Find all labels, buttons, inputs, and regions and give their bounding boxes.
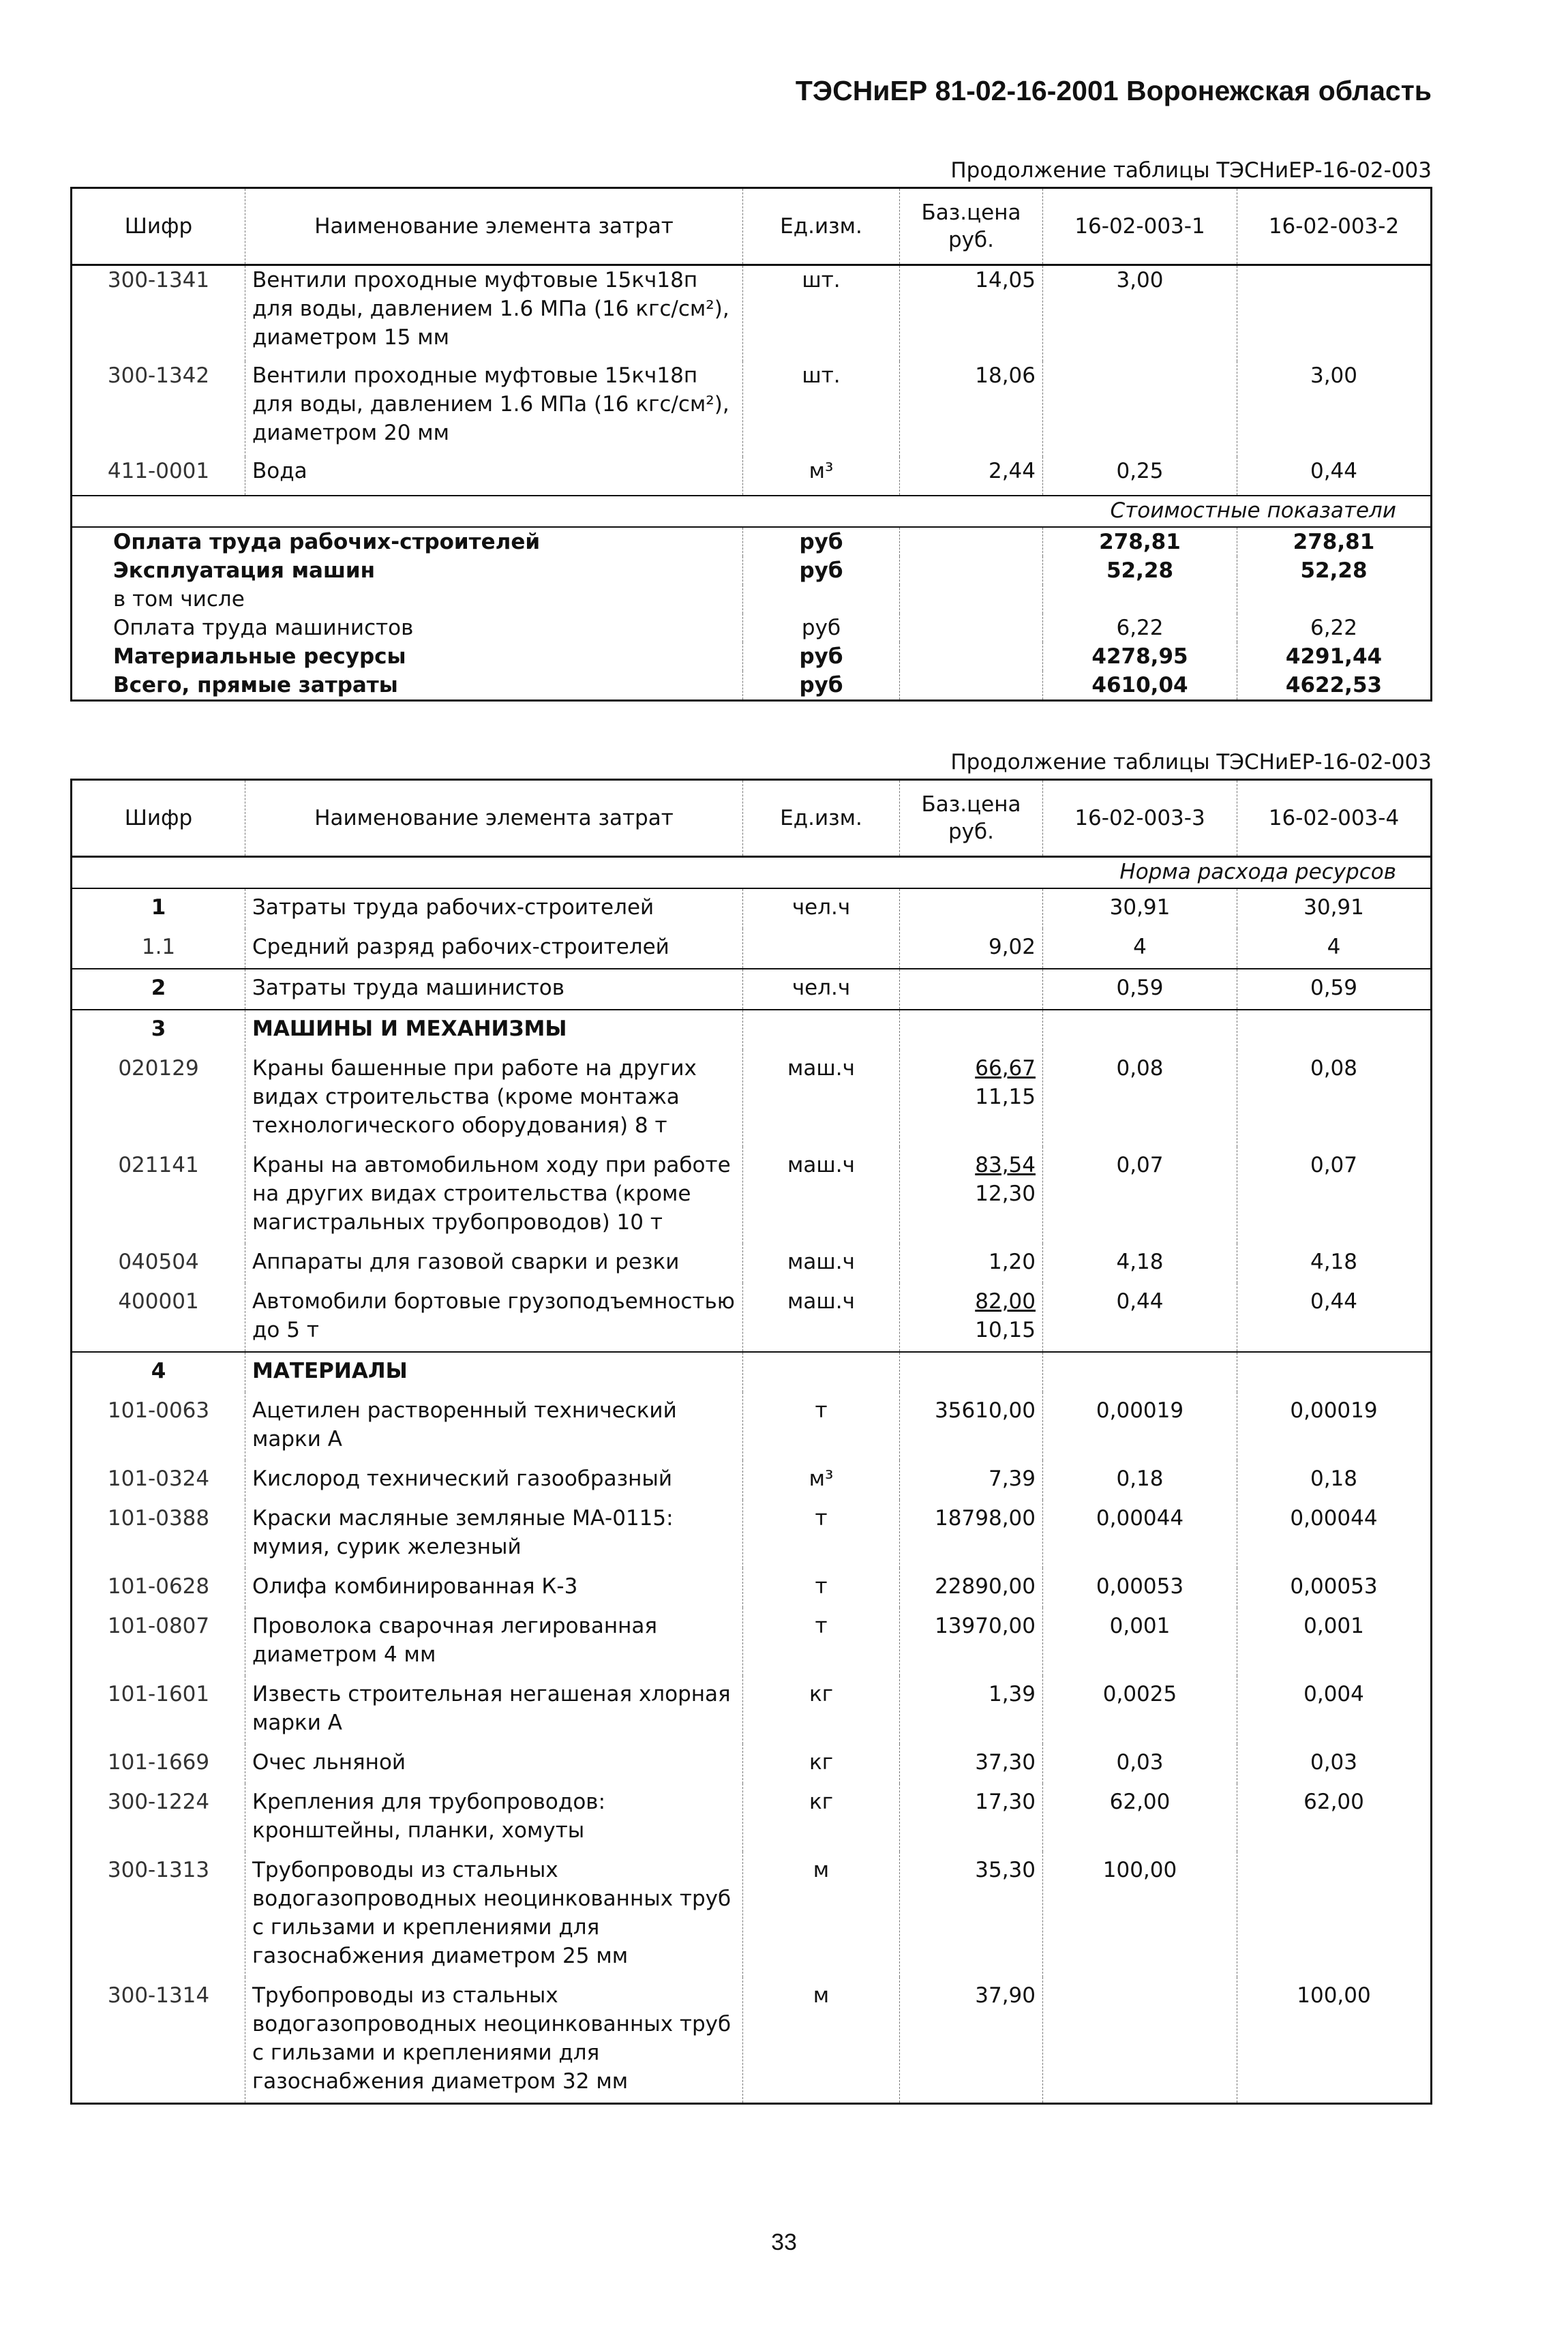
summary-row — [72, 671, 1432, 701]
document-header: ТЭСНиЕР 81-02-16-2001 Воронежская область — [795, 75, 1432, 106]
column-header-unit: Ед.изм. — [743, 780, 900, 857]
summary-value-1: 6,22 — [1043, 614, 1237, 642]
resource-name: Трубопроводы из стальных водогазопроводных неоцинкованных труб с гильзами и креплениями для газоснабжения диаметром 25 мм — [245, 1852, 743, 1977]
resource-name: Вентили проходные муфтовые 15кч18п для воды, давлением 1.6 МПа (16 кгс/см²), диаметром 15 мм — [245, 265, 743, 362]
unit: маш.ч — [743, 1244, 900, 1283]
table-row — [72, 1608, 1432, 1676]
unit: маш.ч — [743, 1147, 900, 1244]
norm-value-4: 0,004 — [1237, 1676, 1432, 1744]
base-price: 37,30 — [900, 1744, 1043, 1783]
resource-code: 300-1314 — [107, 1983, 210, 2008]
base-price: 7,39 — [900, 1460, 1043, 1500]
table-row — [72, 1744, 1432, 1783]
base-price — [900, 888, 1043, 929]
table-row — [72, 1392, 1432, 1460]
norm-value-3: 0,00053 — [1043, 1568, 1237, 1608]
unit: т — [743, 1608, 900, 1676]
unit: руб — [743, 614, 900, 642]
base-price — [900, 1147, 1043, 1244]
norm-value-4: 0,03 — [1237, 1744, 1432, 1783]
table-row — [72, 1977, 1432, 2104]
resource-code: 021141 — [118, 1153, 199, 1177]
norm-value-4: 0,00053 — [1237, 1568, 1432, 1608]
resource-code: 300-1313 — [107, 1858, 210, 1882]
base-price — [900, 1010, 1043, 1050]
base-price: 9,02 — [900, 929, 1043, 969]
resource-name: Краски масляные земляные МА-0115: мумия, сурик железный — [245, 1500, 743, 1568]
base-price: 1,39 — [900, 1676, 1043, 1744]
unit — [743, 585, 900, 614]
table-row — [72, 969, 1432, 1010]
norm-value-3: 4,18 — [1043, 1244, 1237, 1283]
unit: чел.ч — [743, 969, 900, 1010]
base-price: 35610,00 — [900, 1392, 1043, 1460]
resource-name: Олифа комбинированная К-3 — [245, 1568, 743, 1608]
summary-name: Оплата труда рабочих-строителей — [113, 530, 541, 554]
summary-value-1: 52,28 — [1043, 556, 1237, 585]
norm-value-3 — [1043, 1352, 1237, 1392]
unit: м — [743, 1977, 900, 2104]
table1-caption: Продолжение таблицы ТЭСНиЕР-16-02-003 — [950, 158, 1432, 183]
table-row — [72, 1783, 1432, 1852]
resource-code: 101-1601 — [107, 1682, 210, 1706]
norm-value-3: 0,44 — [1043, 1283, 1237, 1352]
column-header-price: Баз.цена руб. — [900, 780, 1043, 857]
summary-row — [72, 642, 1432, 671]
norm-value-4: 4 — [1237, 929, 1432, 969]
table-row — [72, 888, 1432, 929]
norm-value-4: 0,44 — [1237, 1283, 1432, 1352]
summary-row — [72, 614, 1432, 642]
table-row — [72, 1500, 1432, 1568]
base-price: 18,06 — [900, 361, 1043, 457]
norm-value-3: 0,001 — [1043, 1608, 1237, 1676]
resource-name: Вентили проходные муфтовые 15кч18п для воды, давлением 1.6 МПа (16 кгс/см²), диаметром 20 мм — [245, 361, 743, 457]
norm-value-2 — [1237, 265, 1432, 362]
summary-row — [72, 527, 1432, 556]
resource-code: 1 — [151, 895, 166, 920]
unit: руб — [743, 642, 900, 671]
unit: кг — [743, 1676, 900, 1744]
section-row — [72, 857, 1432, 889]
base-price: 37,90 — [900, 1977, 1043, 2104]
base-price: 17,30 — [900, 1783, 1043, 1852]
resource-name: МАТЕРИАЛЫ — [245, 1352, 743, 1392]
summary-name: в том числе — [113, 587, 245, 612]
norm-value-3: 30,91 — [1043, 888, 1237, 929]
norm-value-4: 62,00 — [1237, 1783, 1432, 1852]
table-row — [72, 265, 1432, 362]
resource-code: 040504 — [118, 1250, 199, 1274]
resource-code: 101-0324 — [107, 1466, 210, 1491]
base-price: 1,20 — [900, 1244, 1043, 1283]
unit: м — [743, 1852, 900, 1977]
base-price — [900, 671, 1043, 701]
unit: шт. — [743, 361, 900, 457]
norm-value-3: 4 — [1043, 929, 1237, 969]
resource-table-1 — [70, 187, 1432, 702]
base-price — [900, 642, 1043, 671]
resource-code: 101-0388 — [107, 1506, 210, 1531]
resource-name: Затраты труда рабочих-строителей — [245, 888, 743, 929]
resource-name: Проволока сварочная легированная диаметром 4 мм — [245, 1608, 743, 1676]
resource-name: Очес льняной — [245, 1744, 743, 1783]
unit: кг — [743, 1783, 900, 1852]
base-price: 35,30 — [900, 1852, 1043, 1977]
resource-name: Средний разряд рабочих-строителей — [245, 929, 743, 969]
column-header-unit: Ед.изм. — [743, 188, 900, 265]
base-price-total: 83,54 — [975, 1153, 1036, 1177]
unit: т — [743, 1568, 900, 1608]
norm-value-4: 0,00044 — [1237, 1500, 1432, 1568]
summary-name: Материальные ресурсы — [113, 644, 406, 669]
norm-value-4 — [1237, 1352, 1432, 1392]
unit: маш.ч — [743, 1050, 900, 1147]
unit: м³ — [743, 1460, 900, 1500]
unit: руб — [743, 556, 900, 585]
resource-table-2 — [70, 779, 1432, 2105]
summary-name: Всего, прямые затраты — [113, 673, 398, 697]
table-row — [72, 929, 1432, 969]
base-price-wages: 11,15 — [975, 1085, 1036, 1109]
resource-code: 400001 — [118, 1289, 199, 1314]
resource-code: 020129 — [118, 1056, 199, 1081]
base-price — [900, 1283, 1043, 1352]
unit — [743, 1010, 900, 1050]
summary-name: Эксплуатация машин — [113, 558, 376, 583]
base-price-total: 66,67 — [975, 1056, 1036, 1081]
column-header-norm-1: 16-02-003-1 — [1043, 188, 1237, 265]
norm-value-1: 0,25 — [1043, 457, 1237, 496]
norm-value-3: 0,00044 — [1043, 1500, 1237, 1568]
unit: т — [743, 1500, 900, 1568]
summary-name: Оплата труда машинистов — [113, 616, 414, 640]
norm-value-2: 3,00 — [1237, 361, 1432, 457]
resource-code: 101-0628 — [107, 1574, 210, 1599]
column-header-name: Наименование элемента затрат — [245, 188, 743, 265]
unit: руб — [743, 671, 900, 701]
table-row — [72, 1147, 1432, 1244]
resource-code: 300-1341 — [107, 268, 210, 292]
resource-name: Крепления для трубопроводов: кронштейны, планки, хомуты — [245, 1783, 743, 1852]
norm-value-3: 0,59 — [1043, 969, 1237, 1010]
norm-value-4: 4,18 — [1237, 1244, 1432, 1283]
resource-code: 2 — [72, 969, 245, 1010]
summary-value-1: 4610,04 — [1043, 671, 1237, 701]
norm-value-3: 0,0025 — [1043, 1676, 1237, 1744]
norm-value-3: 0,00019 — [1043, 1392, 1237, 1460]
summary-value-2: 4291,44 — [1237, 642, 1432, 671]
resource-code: 300-1224 — [107, 1790, 210, 1814]
column-header-norm-4: 16-02-003-4 — [1237, 780, 1432, 857]
base-price-total: 82,00 — [975, 1289, 1036, 1314]
unit: м³ — [743, 457, 900, 496]
summary-value-2: 6,22 — [1237, 614, 1432, 642]
table-row — [72, 1676, 1432, 1744]
base-price: 22890,00 — [900, 1568, 1043, 1608]
section-heading-row — [72, 1352, 1432, 1392]
summary-value-2: 4622,53 — [1237, 671, 1432, 701]
column-header-price: Баз.цена руб. — [900, 188, 1043, 265]
table-row — [72, 1460, 1432, 1500]
norm-value-1: 3,00 — [1043, 265, 1237, 362]
column-header-code: Шифр — [72, 188, 245, 265]
base-price: 2,44 — [900, 457, 1043, 496]
norm-value-3: 0,03 — [1043, 1744, 1237, 1783]
resource-code: 101-0807 — [107, 1614, 210, 1638]
summary-value-2 — [1237, 585, 1432, 614]
table-row — [72, 457, 1432, 496]
section-row — [72, 496, 1432, 527]
table-row — [72, 1244, 1432, 1283]
table-row — [72, 1852, 1432, 1977]
base-price: 18798,00 — [900, 1500, 1043, 1568]
resource-name: Затраты труда машинистов — [245, 969, 743, 1010]
resource-code: 101-0063 — [107, 1398, 210, 1423]
unit: т — [743, 1392, 900, 1460]
base-price — [900, 614, 1043, 642]
resource-name: Известь строительная негашеная хлорная марки А — [245, 1676, 743, 1744]
column-header-norm-2: 16-02-003-2 — [1237, 188, 1432, 265]
base-price — [900, 969, 1043, 1010]
resource-code: 1.1 — [141, 935, 176, 959]
resource-code: 101-1669 — [107, 1750, 210, 1775]
norm-value-3: 0,08 — [1043, 1050, 1237, 1147]
summary-value-1: 278,81 — [1043, 527, 1237, 556]
table2-caption: Продолжение таблицы ТЭСНиЕР-16-02-003 — [950, 750, 1432, 774]
summary-row — [72, 585, 1432, 614]
section-label: Норма расхода ресурсов — [72, 857, 1432, 889]
resource-name: Ацетилен растворенный технический марки А — [245, 1392, 743, 1460]
norm-value-4: 0,08 — [1237, 1050, 1432, 1147]
unit — [743, 929, 900, 969]
unit: кг — [743, 1744, 900, 1783]
table-row — [72, 1050, 1432, 1147]
base-price — [900, 556, 1043, 585]
summary-value-2: 278,81 — [1237, 527, 1432, 556]
column-header-name: Наименование элемента затрат — [245, 780, 743, 857]
base-price — [900, 585, 1043, 614]
base-price: 14,05 — [900, 265, 1043, 362]
resource-name: Аппараты для газовой сварки и резки — [245, 1244, 743, 1283]
resource-name: Краны на автомобильном ходу при работе на других видах строительства (кроме магистральных трубопроводов) 10 т — [245, 1147, 743, 1244]
norm-value-2: 0,44 — [1237, 457, 1432, 496]
unit: маш.ч — [743, 1283, 900, 1352]
resource-name: Краны башенные при работе на других видах строительства (кроме монтажа технологического оборудования) 8 т — [245, 1050, 743, 1147]
base-price-wages: 12,30 — [975, 1181, 1036, 1206]
norm-value-3 — [1043, 1977, 1237, 2104]
unit: руб — [743, 527, 900, 556]
base-price-wages: 10,15 — [975, 1318, 1036, 1342]
table-row — [72, 1568, 1432, 1608]
norm-value-4 — [1237, 1010, 1432, 1050]
base-price — [900, 527, 1043, 556]
norm-value-4: 0,07 — [1237, 1147, 1432, 1244]
table-row — [72, 361, 1432, 457]
resource-code: 300-1342 — [107, 363, 210, 388]
resource-code: 4 — [72, 1352, 245, 1392]
resource-name: Вода — [245, 457, 743, 496]
norm-value-4: 0,001 — [1237, 1608, 1432, 1676]
norm-value-4: 0,00019 — [1237, 1392, 1432, 1460]
resource-name: МАШИНЫ И МЕХАНИЗМЫ — [245, 1010, 743, 1050]
unit: шт. — [743, 265, 900, 362]
norm-value-4: 100,00 — [1237, 1977, 1432, 2104]
summary-row — [72, 556, 1432, 585]
page-number: 33 — [771, 2229, 797, 2255]
norm-value-3: 62,00 — [1043, 1783, 1237, 1852]
table-row — [72, 1283, 1432, 1352]
base-price — [900, 1352, 1043, 1392]
section-label: Стоимостные показатели — [72, 496, 1432, 527]
base-price: 13970,00 — [900, 1608, 1043, 1676]
resource-code: 411-0001 — [107, 459, 210, 483]
resource-name: Автомобили бортовые грузоподъемностью до 5 т — [245, 1283, 743, 1352]
unit — [743, 1352, 900, 1392]
base-price — [900, 1050, 1043, 1147]
norm-value-4: 0,59 — [1237, 969, 1432, 1010]
resource-name: Трубопроводы из стальных водогазопроводных неоцинкованных труб с гильзами и креплениями для газоснабжения диаметром 32 мм — [245, 1977, 743, 2104]
section-heading-row — [72, 1010, 1432, 1050]
norm-value-3 — [1043, 1010, 1237, 1050]
resource-code: 3 — [72, 1010, 245, 1050]
unit: чел.ч — [743, 888, 900, 929]
summary-value-1: 4278,95 — [1043, 642, 1237, 671]
norm-value-4: 30,91 — [1237, 888, 1432, 929]
column-header-code: Шифр — [72, 780, 245, 857]
norm-value-3: 0,07 — [1043, 1147, 1237, 1244]
norm-value-1 — [1043, 361, 1237, 457]
norm-value-3: 100,00 — [1043, 1852, 1237, 1977]
summary-value-1 — [1043, 585, 1237, 614]
resource-name: Кислород технический газообразный — [245, 1460, 743, 1500]
summary-value-2: 52,28 — [1237, 556, 1432, 585]
norm-value-4 — [1237, 1852, 1432, 1977]
column-header-norm-3: 16-02-003-3 — [1043, 780, 1237, 857]
norm-value-4: 0,18 — [1237, 1460, 1432, 1500]
norm-value-3: 0,18 — [1043, 1460, 1237, 1500]
